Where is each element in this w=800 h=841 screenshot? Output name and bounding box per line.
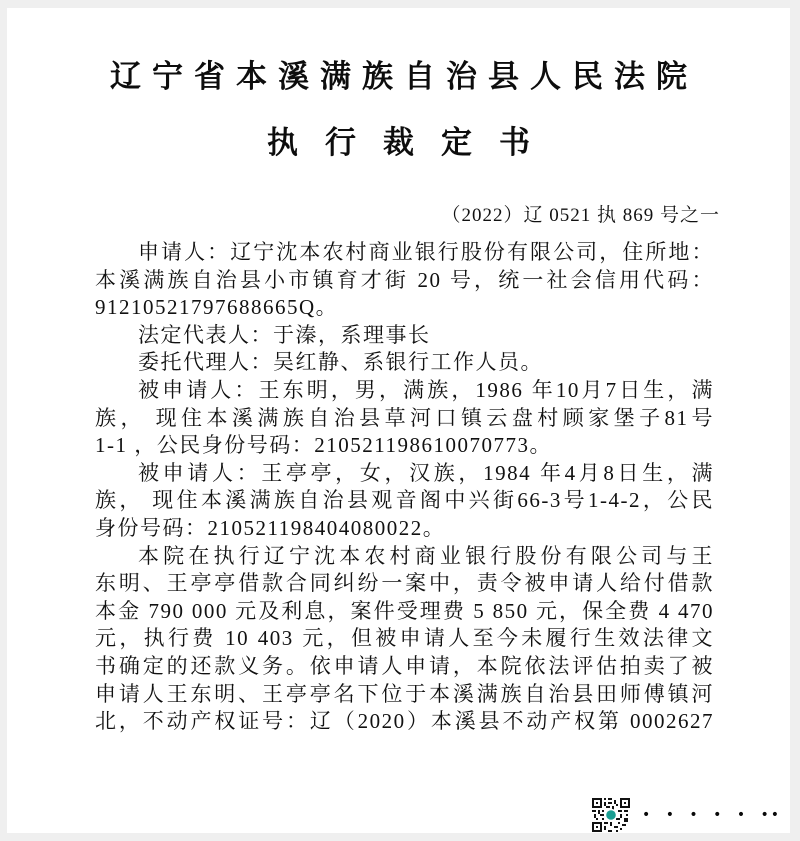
document-line: 申请人王东明、王亭亭名下位于本溪满族自治县田师傅镇河 <box>95 681 714 706</box>
document-page <box>7 8 790 833</box>
case-number: （2022）辽 0521 执 869 号之一 <box>441 205 720 226</box>
court-name: 辽宁省本溪满族自治县人民法院 <box>110 59 698 94</box>
document-line: 1-1 ，公民身份号码：210521198610070773。 <box>95 433 552 458</box>
document-line: 法定代表人：于溱，系理事长 <box>138 322 431 347</box>
document-line: 族， 现住本溪满族自治县观音阁中兴街66-3号1-4-2，公民 <box>95 488 714 513</box>
document-line: 元，执行费 10 403 元，但被申请人至今未履行生效法律文 <box>95 626 714 651</box>
document-title: 执行裁定书 <box>267 125 557 160</box>
document-line: 91210521797688665Q。 <box>95 295 339 320</box>
document-body <box>7 239 790 736</box>
qr-code-icon <box>592 798 630 832</box>
ellipsis-dots: • • • • • •• <box>642 807 782 823</box>
document-line: 本金 790 000 元及利息，案件受理费 5 850 元，保全费 4 470 <box>95 598 714 623</box>
document-line: 本溪满族自治县小市镇育才街 20 号，统一社会信用代码： <box>95 267 714 292</box>
document-line: 被申请人：王亭亭，女，汉族，1984 年4月8日生，满 <box>138 460 714 485</box>
document-line: 北，不动产权证号：辽（2020）本溪县不动产权第 0002627 <box>95 709 714 734</box>
document-line: 东明、王亭亭借款合同纠纷一案中，责令被申请人给付借款 <box>95 571 714 596</box>
document-line: 申请人：辽宁沈本农村商业银行股份有限公司，住所地： <box>138 240 714 264</box>
document-line: 被申请人：王东明，男，满族，1986 年10月7日生，满 <box>138 377 714 402</box>
document-line: 族， 现住本溪满族自治县草河口镇云盘村顾家堡子81号 <box>95 405 714 430</box>
document-line: 本院在执行辽宁沈本农村商业银行股份有限公司与王 <box>138 543 714 568</box>
footer-stamp-row <box>592 798 781 832</box>
document-line: 委托代理人：吴红静、系银行工作人员。 <box>138 350 543 375</box>
document-line: 身份号码：210521198404080022。 <box>95 515 446 540</box>
document-line: 书确定的还款义务。依申请人申请，本院依法评估拍卖了被 <box>95 653 714 678</box>
